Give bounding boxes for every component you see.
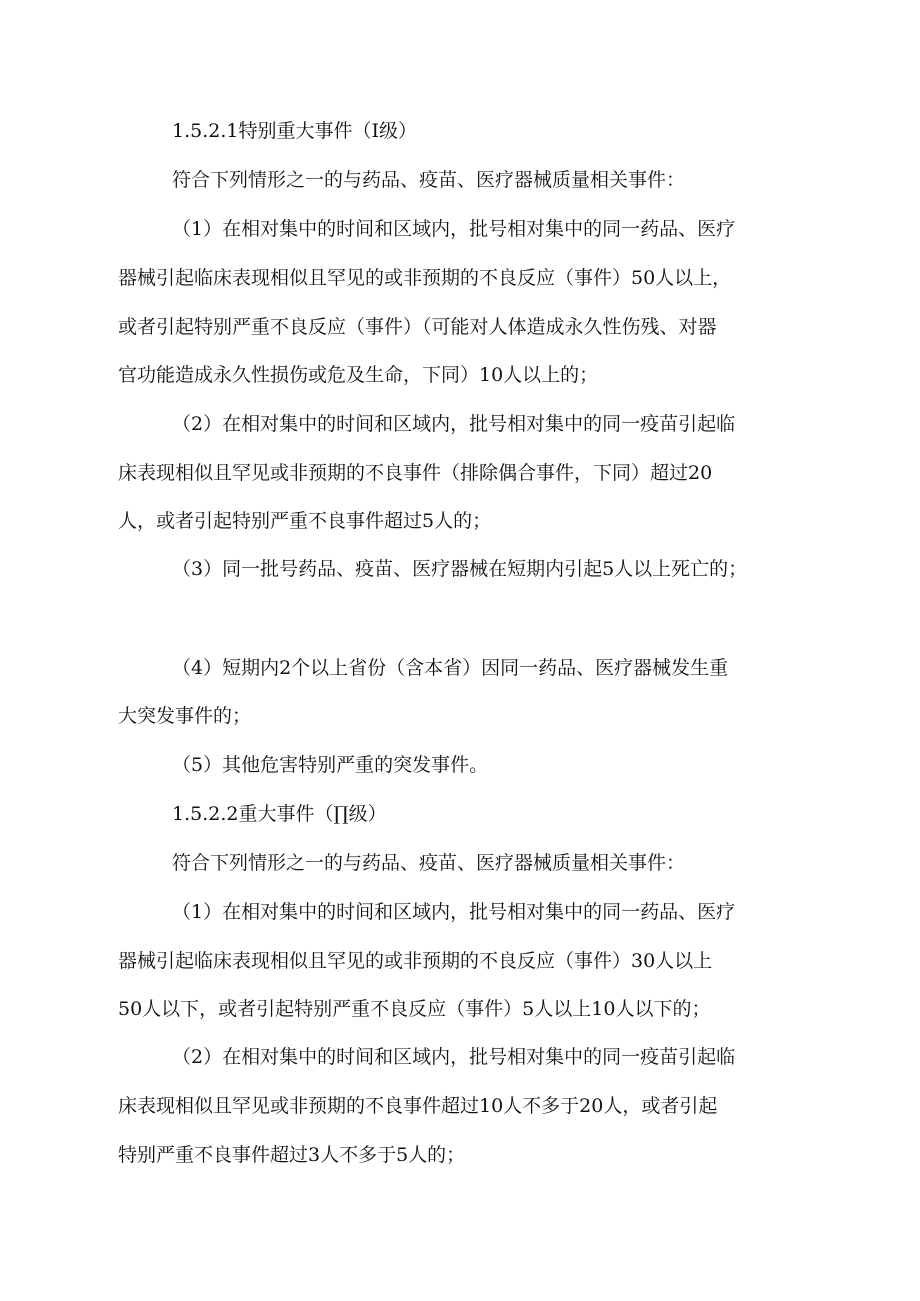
paragraph-line: 符合下列情形之一的与药品、疫苗、医疗器械质量相关事件：	[172, 169, 686, 191]
paragraph-line: （2）在相对集中的时间和区域内，批号相对集中的同一疫苗引起临	[172, 413, 736, 435]
paragraph-line: 器械引起临床表现相似且罕见的或非预期的不良反应（事件）50人以上，	[118, 267, 732, 289]
paragraph-line: 或者引起特别严重不良反应（事件）（可能对人体造成永久性伤残、对器	[118, 316, 717, 338]
paragraph-line: 官功能造成永久性损伤或危及生命，下同）10人以上的；	[118, 364, 599, 386]
paragraph-line: （3）同一批号药品、疫苗、医疗器械在短期内引起5人以上死亡的；	[172, 558, 748, 580]
paragraph-line: 符合下列情形之一的与药品、疫苗、医疗器械质量相关事件：	[172, 852, 686, 874]
paragraph-line: （2）在相对集中的时间和区域内，批号相对集中的同一疫苗引起临	[172, 1046, 736, 1068]
paragraph-line: 大突发事件的；	[118, 705, 252, 727]
section-heading-level-1: 1.5.2.1特别重大事件（Ⅰ级）	[172, 120, 417, 142]
paragraph-line: 床表现相似且罕见或非预期的不良事件超过10人不多于20人，或者引起	[118, 1095, 718, 1117]
paragraph-line: （1）在相对集中的时间和区域内，批号相对集中的同一药品、医疗	[172, 218, 736, 240]
paragraph-line: 人，或者引起特别严重不良事件超过5人的；	[118, 510, 492, 532]
paragraph-line: （5）其他危害特别严重的突发事件。	[172, 754, 489, 776]
paragraph-line: 器械引起临床表现相似且罕见的或非预期的不良反应（事件）30人以上	[118, 950, 713, 972]
paragraph-line: （4）短期内2个以上省份（含本省）因同一药品、医疗器械发生重	[172, 657, 729, 679]
paragraph-line: 50人以下，或者引起特别严重不良反应（事件）5人以上10人以下的；	[118, 998, 711, 1020]
paragraph-line: 床表现相似且罕见或非预期的不良事件（排除偶合事件，下同）超过20	[118, 462, 713, 484]
paragraph-line: 特别严重不良事件超过3人不多于5人的；	[118, 1144, 466, 1166]
paragraph-line: （1）在相对集中的时间和区域内，批号相对集中的同一药品、医疗	[172, 901, 736, 923]
section-heading-level-2: 1.5.2.2重大事件（∏级）	[172, 803, 387, 825]
